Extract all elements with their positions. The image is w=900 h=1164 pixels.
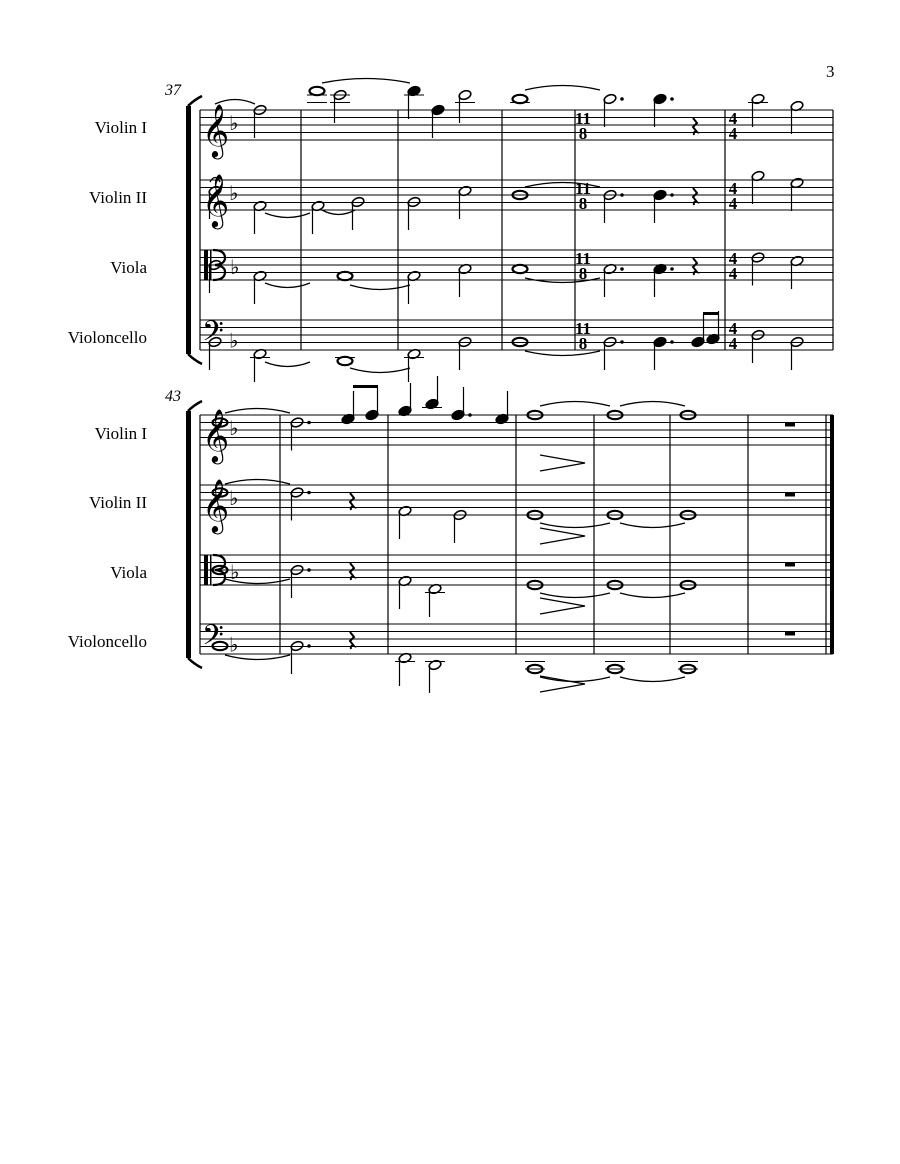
- s1-bracket-top: [188, 96, 202, 106]
- s1-vc-m38-whole-note: [338, 357, 353, 365]
- s2-va-m49-whole-rest: [785, 563, 795, 567]
- s1-violin-2-key-flat: ♭: [229, 183, 239, 205]
- s1-vc-m37b-tie: [265, 362, 310, 367]
- s2-bracket-bottom: [188, 658, 202, 668]
- label-violoncello-sys2: Violoncello: [67, 632, 147, 651]
- s2-va-m46-tie: [540, 593, 610, 598]
- label-violin-2-sys2: Violin II: [89, 493, 147, 512]
- s1-violin-2-treble-clef: 𝄞: [202, 175, 230, 226]
- s1-staff3-m5-timesig-top: 11: [574, 319, 592, 338]
- s1-staff1-m5-timesig-top: 11: [574, 179, 592, 198]
- s2-viola-alto-clef-bar: [204, 555, 208, 585]
- s2-v2-m46-tie: [540, 523, 610, 528]
- s1-va-m41b-dot: [670, 267, 674, 271]
- s2-v1-decresc-hairpin: [540, 455, 585, 471]
- s1-vc-m38-tie: [350, 368, 410, 373]
- s1-v1-m41-quarter-rest: [693, 118, 697, 135]
- s2-v2-m47-tie: [620, 523, 685, 528]
- s1-v1-m40-tie: [525, 86, 600, 91]
- s1-viola-alto-clef-bar: [204, 250, 208, 280]
- s2-va-m47-tie: [620, 593, 685, 598]
- s1-staff2-m6-timesig-bottom: 4: [728, 264, 738, 283]
- s2-vc-m49-whole-rest: [785, 632, 795, 636]
- label-viola: Viola: [110, 258, 147, 277]
- s1-va-m38-tie: [350, 285, 410, 290]
- s1-v1-m41b-dot: [670, 97, 674, 101]
- s2-v1-m47-tie: [620, 402, 685, 407]
- s1-vc-m41b-dot: [670, 340, 674, 344]
- s2-violin-1-treble-clef: 𝄞: [202, 410, 230, 461]
- s1-vc-m41a-dot: [620, 340, 624, 344]
- s1-viola-key-flat: ♭: [230, 256, 240, 279]
- label-violin-1: Violin I: [94, 118, 147, 137]
- s1-violoncello-key-flat: ♭: [229, 330, 239, 353]
- label-violin-1-sys2: Violin I: [94, 424, 147, 443]
- s2-va-m44-quarter-rest: [350, 563, 354, 580]
- s1-staff1-m6-timesig-top: 4: [728, 179, 738, 198]
- s2-final-barline-thick: [830, 415, 834, 654]
- s2-v2-m49-whole-rest: [785, 493, 795, 497]
- s1-staff3-m5-timesig-bottom: 8: [578, 334, 588, 353]
- label-violin-2: Violin II: [89, 188, 147, 207]
- s1-staff1-m5-timesig-bottom: 8: [578, 194, 588, 213]
- s1-va-m38-whole-note: [338, 272, 353, 280]
- s2-violoncello-bass-clef: 𝄢: [202, 621, 224, 658]
- s2-bracket-top: [188, 401, 202, 411]
- s2-v1-m43-tie: [225, 409, 290, 414]
- s2-v2-decresc-hairpin: [540, 528, 585, 544]
- s2-vc-m47-tie: [620, 677, 685, 682]
- s1-staff2-m5-timesig-bottom: 8: [578, 264, 588, 283]
- s2-v1-m44a-dot: [307, 421, 311, 425]
- s1-staff2-m6-timesig-top: 4: [728, 249, 738, 268]
- s1-staff3-m6-timesig-bottom: 4: [728, 334, 738, 353]
- s1-staff2-m5-timesig-top: 11: [574, 249, 592, 268]
- s1-staff0-m6-timesig-bottom: 4: [728, 124, 738, 143]
- s2-v1-m44-beam: [353, 385, 378, 388]
- s1-va-m37b-tie: [265, 283, 310, 288]
- measure-number-system-2: 43: [165, 388, 181, 405]
- s1-v1-m38-whole-note: [310, 87, 325, 95]
- s2-v1-m49-whole-rest: [785, 423, 795, 427]
- s2-vc-m44a-dot: [307, 644, 311, 648]
- s2-v2-m44-quarter-rest: [350, 493, 354, 510]
- s1-bracket: [186, 106, 191, 354]
- s1-v2-m41b-dot: [670, 193, 674, 197]
- s1-va-m41a-dot: [620, 267, 624, 271]
- s2-bracket: [186, 411, 191, 658]
- s1-staff1-m6-timesig-bottom: 4: [728, 194, 738, 213]
- s2-violoncello-key-flat: ♭: [229, 634, 239, 657]
- s2-viola-key-flat: ♭: [230, 561, 240, 584]
- s1-v1-m37a-tie: [215, 100, 255, 105]
- s1-v1-m40-whole-note: [513, 95, 528, 103]
- s1-staff0-m6-timesig-top: 4: [728, 109, 738, 128]
- s2-violin-2-key-flat: ♭: [229, 488, 239, 510]
- page-number: 3: [826, 62, 835, 81]
- s2-v2-m44a-dot: [307, 491, 311, 495]
- s2-vc-m44-quarter-rest: [350, 632, 354, 649]
- label-violoncello: Violoncello: [67, 328, 147, 347]
- s1-va-m41-quarter-rest: [693, 258, 697, 275]
- s1-bracket-bottom: [188, 354, 202, 364]
- s1-v1-m38-tie: [322, 79, 410, 84]
- s1-violoncello-bass-clef: 𝄢: [202, 317, 224, 354]
- s1-v2-m41-quarter-rest: [693, 188, 697, 205]
- s1-staff0-m5-timesig-bottom: 8: [578, 124, 588, 143]
- s1-violin-1-treble-clef: 𝄞: [202, 105, 230, 156]
- s1-staff3-m6-timesig-top: 4: [728, 319, 738, 338]
- s2-v1-m46-tie: [540, 402, 610, 407]
- s1-v2-m37b-tie: [265, 213, 310, 218]
- s2-va-m44a-dot: [307, 568, 311, 572]
- s1-vc-m41-beam: [703, 312, 719, 315]
- s2-violin-1-key-flat: ♭: [229, 418, 239, 440]
- s1-staff0-m5-timesig-top: 11: [574, 109, 592, 128]
- label-viola-sys2: Viola: [110, 563, 147, 582]
- s1-v2-m38b-tie: [322, 210, 355, 215]
- s2-v1-m45c-dot: [468, 413, 472, 417]
- s1-v2-m41a-dot: [620, 193, 624, 197]
- s2-violin-2-treble-clef: 𝄞: [202, 480, 230, 531]
- s2-va-decresc-hairpin: [540, 598, 585, 614]
- s1-violin-1-key-flat: ♭: [229, 113, 239, 135]
- s2-viola-alto-clef-bar: [210, 555, 212, 585]
- s1-va-m40-whole-note: [513, 265, 528, 273]
- s1-vc-m40-tie: [525, 351, 600, 356]
- s1-v1-m41a-dot: [620, 97, 624, 101]
- measure-number-system-1: 37: [165, 82, 181, 99]
